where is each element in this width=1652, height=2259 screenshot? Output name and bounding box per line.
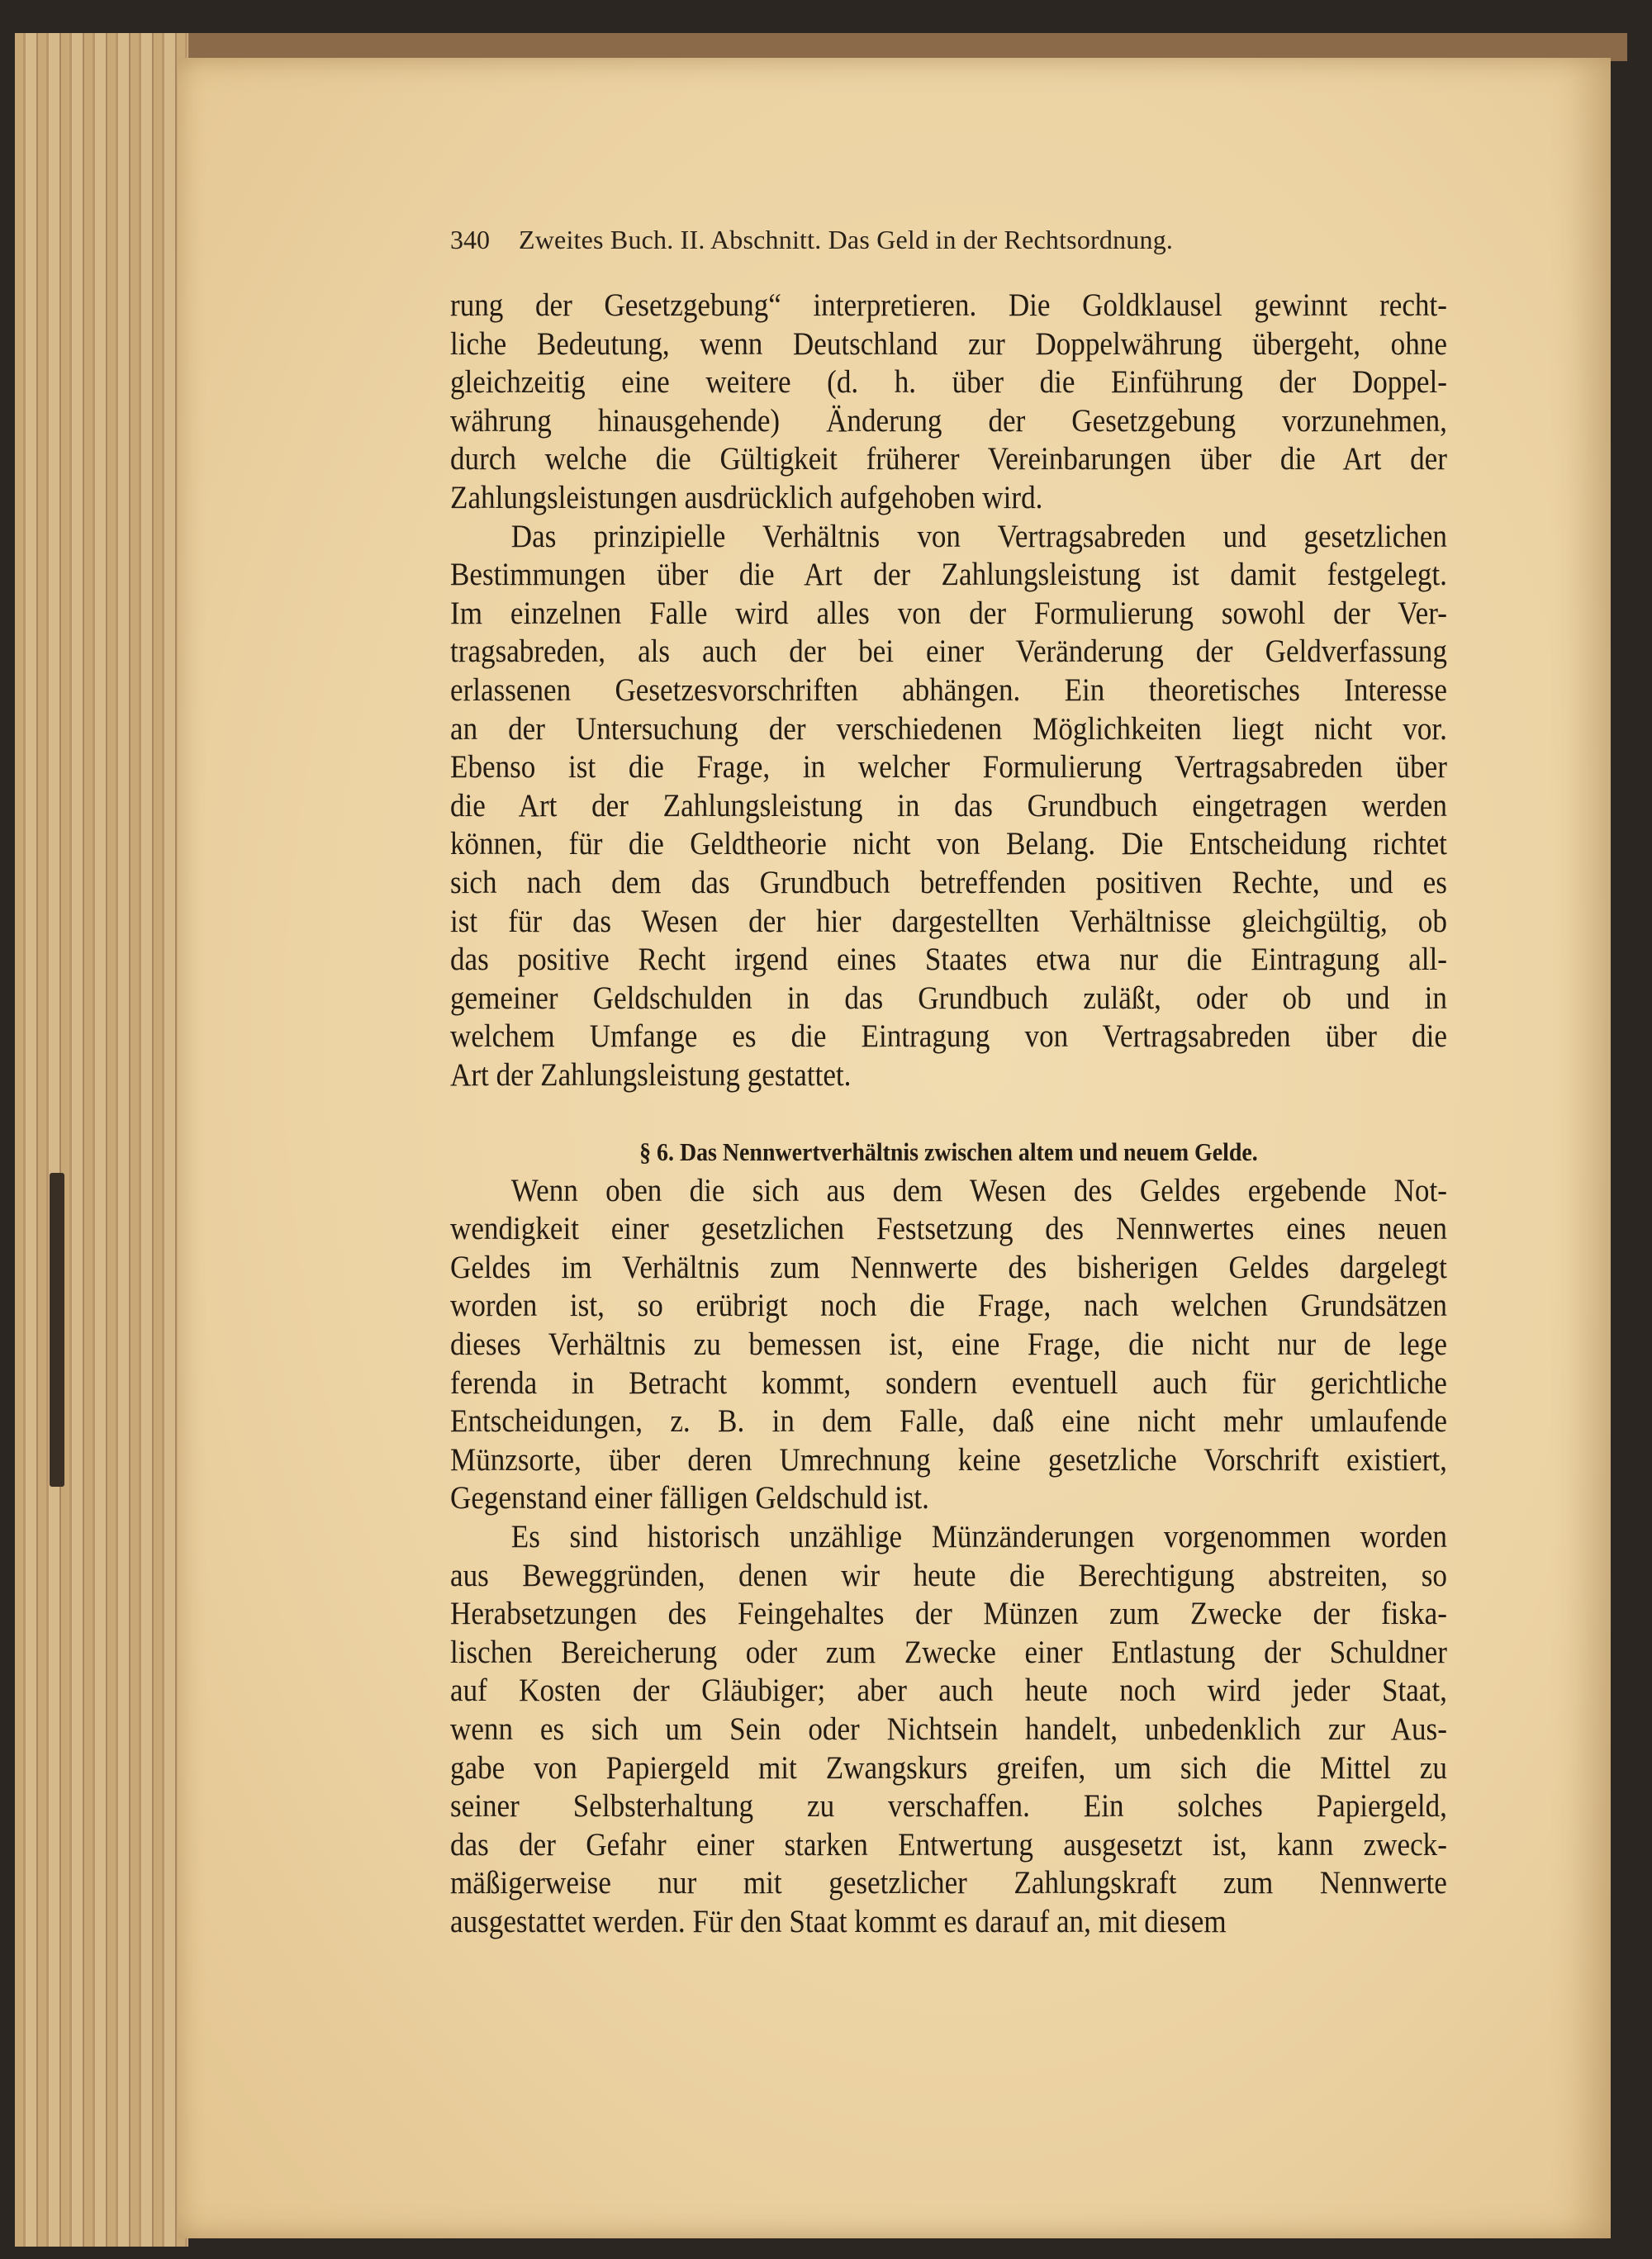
text-line: seiner Selbsterhaltung zu verschaffen. Ein solches Papiergeld,	[450, 1788, 1447, 1825]
text-line: tragsabreden, als auch der bei einer Veränderung der Geldverfassung	[450, 634, 1447, 670]
text-line: das der Gefahr einer starken Entwertung ausgesetzt ist, kann zweck-	[450, 1826, 1447, 1863]
paragraph	[450, 287, 1447, 518]
text-line: mäßigerweise nur mit gesetzlicher Zahlungskraft zum Nennwerte	[450, 1865, 1447, 1901]
running-title: Zweites Buch. II. Abschnitt. Das Geld in der Rechtsordnung.	[519, 225, 1174, 254]
text-line: rung der Gesetzgebung“ interpretieren. Die Goldklausel gewinnt recht-	[450, 287, 1447, 323]
text-line: Entscheidungen, z. B. in dem Falle, daß eine nicht mehr umlaufende	[450, 1403, 1447, 1440]
paragraph	[450, 1172, 1447, 1518]
text-line: das positive Recht irgend eines Staates etwa nur die Eintragung all-	[450, 942, 1447, 978]
text-line: an der Untersuchung der verschiedenen Möglichkeiten liegt nicht vor.	[450, 710, 1447, 747]
text-line: Art der Zahlungsleistung gestattet.	[450, 1056, 852, 1093]
text-line: dieses Verhältnis zu bemessen ist, eine Frage, die nicht nur de lege	[450, 1326, 1447, 1363]
spacer	[450, 1094, 1447, 1133]
text-line: Im einzelnen Falle wird alles von der Formulierung sowohl der Ver-	[450, 595, 1447, 631]
text-line: lischen Bereicherung oder zum Zwecke einer Entlastung der Schuldner	[450, 1634, 1447, 1670]
text-line: durch welche die Gültigkeit früherer Vereinbarungen über die Art der	[450, 441, 1447, 477]
text-line: erlassenen Gesetzesvorschriften abhängen. Ein theoretisches Interesse	[450, 672, 1447, 708]
text-line: Das prinzipielle Verhältnis von Vertragsabreden und gesetzlichen	[510, 518, 1447, 554]
text-line: gleichzeitig eine weitere (d. h. über die Einführung der Doppel-	[450, 364, 1447, 401]
text-line: Gegenstand einer fälligen Geldschuld ist.	[450, 1480, 929, 1516]
paragraph	[450, 518, 1447, 1095]
text-line: ferenda in Betracht kommt, sondern eventuell auch für gerichtliche	[450, 1364, 1447, 1401]
text-line: Zahlungsleistungen ausdrücklich aufgehoben wird.	[450, 479, 1043, 515]
text-line: auf Kosten der Gläubiger; aber auch heute noch wird jeder Staat,	[450, 1673, 1447, 1709]
text-line: wendigkeit einer gesetzlichen Festsetzung des Nennwertes eines neuen	[450, 1211, 1447, 1247]
text-line: Wenn oben die sich aus dem Wesen des Geldes ergebende Not-	[510, 1172, 1447, 1208]
text-line: Geldes im Verhältnis zum Nennwerte des bisherigen Geldes dargelegt	[450, 1249, 1447, 1285]
text-line: Ebenso ist die Frage, in welcher Formulierung Vertragsabreden über	[450, 749, 1447, 785]
text-line: währung hinausgehende) Änderung der Gesetzgebung vorzunehmen,	[450, 402, 1447, 439]
text-line: können, für die Geldtheorie nicht von Belang. Die Entscheidung richtet	[450, 826, 1447, 862]
text-line: worden ist, so erübrigt noch die Frage, nach welchen Grundsätzen	[450, 1288, 1447, 1324]
text-line: gabe von Papiergeld mit Zwangskurs greifen, um sich die Mittel zu	[450, 1749, 1447, 1786]
body-text	[450, 287, 1447, 1942]
text-line: wenn es sich um Sein oder Nichtsein handelt, unbedenklich zur Aus-	[450, 1711, 1447, 1747]
paragraph	[450, 1518, 1447, 1942]
text-line: aus Beweggründen, denen wir heute die Berechtigung abstreiten, so	[450, 1557, 1447, 1593]
running-header	[450, 225, 1450, 263]
text-line: Bestimmungen über die Art der Zahlungsleistung ist damit festgelegt.	[450, 557, 1447, 593]
text-line: ist für das Wesen der hier dargestellten Verhältnisse gleichgültig, ob	[450, 903, 1447, 939]
page-edges	[15, 33, 188, 2247]
text-line: sich nach dem das Grundbuch betreffenden positiven Rechte, und es	[450, 864, 1447, 900]
book-top-edge	[116, 33, 1627, 61]
text-line: Es sind historisch unzählige Münzänderungen vorgenommen worden	[510, 1519, 1447, 1554]
text-line: Herabsetzungen des Feingehaltes der Münzen zum Zwecke der fiska-	[450, 1596, 1447, 1632]
text-line: Münzsorte, über deren Umrechnung keine gesetzliche Vorschrift existiert,	[450, 1441, 1447, 1478]
text-line: liche Bedeutung, wenn Deutschland zur Doppelwährung übergeht, ohne	[450, 325, 1447, 362]
text-line: die Art der Zahlungsleistung in das Grundbuch eingetragen werden	[450, 787, 1447, 823]
text-line: gemeiner Geldschulden in das Grundbuch zuläßt, oder ob und in	[450, 980, 1447, 1016]
binding-mark	[50, 1173, 64, 1487]
section-heading: § 6. Das Nennwertverhältnis zwischen altem und neuem Gelde.	[639, 1137, 1258, 1167]
text-line: ausgestattet werden. Für den Staat kommt es darauf an, mit diesem	[450, 1903, 1227, 1939]
page-number: 340	[450, 225, 490, 254]
text-line: welchem Umfange es die Eintragung von Vertragsabreden über die	[450, 1018, 1447, 1055]
